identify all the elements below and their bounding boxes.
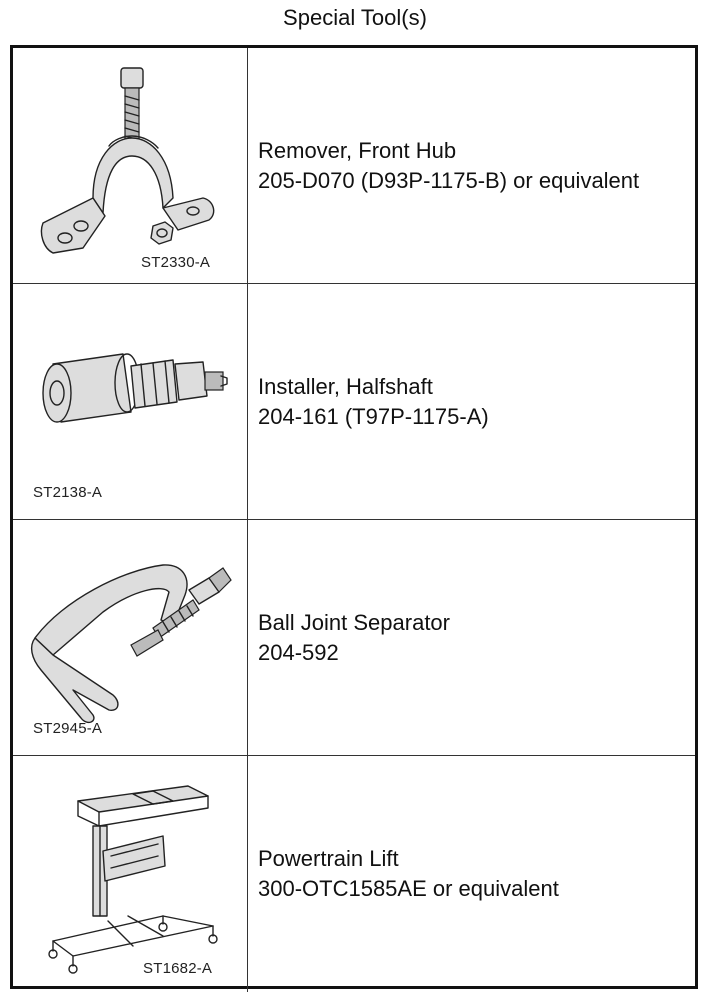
- tool-description: [258, 284, 695, 519]
- table-row: [13, 520, 695, 756]
- tool-number: 204-592: [258, 639, 339, 665]
- table-row: [13, 48, 695, 284]
- tool-name: Ball Joint Separator: [258, 609, 450, 635]
- page-title: Special Tool(s): [283, 5, 427, 30]
- tool-image-cell: [13, 756, 248, 992]
- tool-number: 300-OTC1585AE or equivalent: [258, 876, 559, 901]
- art-code: ST2945-A: [33, 720, 103, 737]
- tool-description: [258, 756, 695, 992]
- tool-image-cell: [13, 284, 248, 519]
- powertrain-lift-icon: [13, 756, 248, 992]
- tool-name: Installer, Halfshaft: [258, 373, 433, 399]
- art-code: ST2138-A: [33, 484, 103, 501]
- tool-description: [258, 520, 695, 755]
- art-code: ST1682-A: [143, 960, 213, 977]
- tool-image-cell: [13, 520, 248, 755]
- tool-number: 204-161 (T97P-1175-A): [258, 403, 489, 429]
- special-tools-table: [10, 45, 698, 989]
- tool-name: Powertrain Lift: [258, 846, 399, 871]
- front-hub-remover-icon: [13, 48, 248, 283]
- tool-description: [258, 48, 695, 283]
- table-row: [13, 756, 695, 992]
- tool-image-cell: [13, 48, 248, 283]
- tool-number: 205-D070 (D93P-1175-B) or equivalent: [258, 167, 640, 193]
- table-row: [13, 284, 695, 520]
- tool-name: Remover, Front Hub: [258, 137, 457, 163]
- art-code: ST2330-A: [141, 254, 211, 271]
